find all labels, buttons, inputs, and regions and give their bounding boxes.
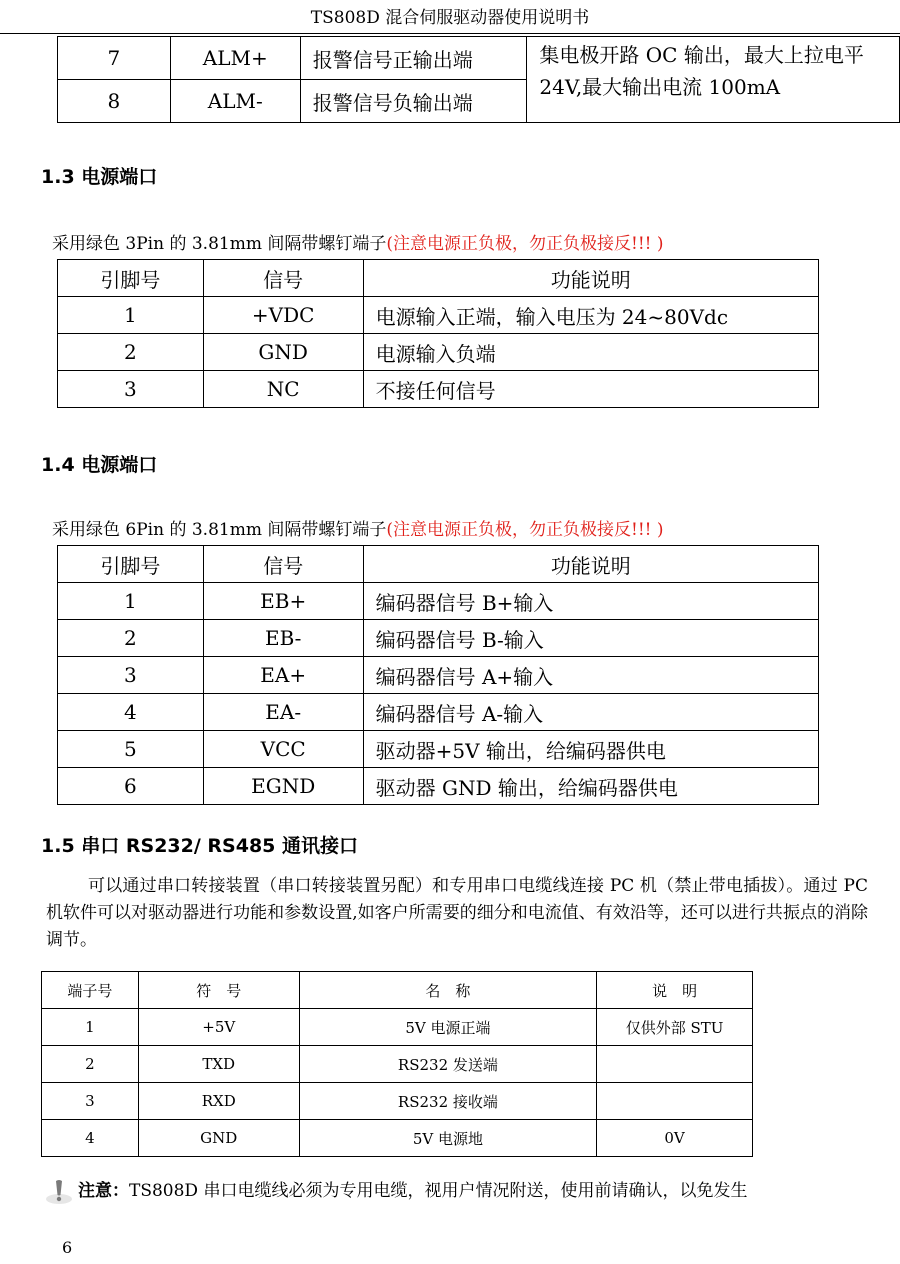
pin-cell: 4 — [58, 694, 204, 731]
header-pin: 引脚号 — [58, 546, 204, 583]
signal-cell: +VDC — [203, 297, 363, 334]
symbol-cell: TXD — [138, 1046, 299, 1083]
function-cell: 编码器信号 A+输入 — [363, 657, 818, 694]
signal-cell: GND — [203, 334, 363, 371]
table-row — [58, 583, 819, 620]
note-cell — [597, 1046, 753, 1083]
symbol-cell: +5V — [138, 1009, 299, 1046]
intro-text: 采用绿色 6Pin 的 3.81mm 间隔带螺钉端子 — [52, 520, 387, 540]
section-intro-1-4 — [52, 515, 664, 540]
header-terminal: 端子号 — [42, 972, 139, 1009]
table-row — [42, 1120, 753, 1157]
pin-cell: 2 — [58, 620, 204, 657]
pin-cell: 6 — [58, 768, 204, 805]
table-row — [42, 1046, 753, 1083]
section-title-1-3: 1.3 电源端口 — [41, 166, 158, 188]
terminal-cell: 2 — [42, 1046, 139, 1083]
signal-cell: EGND — [203, 768, 363, 805]
polarity-warning: (注意电源正负极，勿正负极接反!!! ) — [386, 234, 664, 254]
function-cell: 驱动器 GND 输出，给编码器供电 — [363, 768, 818, 805]
table-row — [58, 620, 819, 657]
pin-cell: 5 — [58, 731, 204, 768]
section-title-1-4: 1.4 电源端口 — [41, 454, 158, 476]
table-row — [58, 768, 819, 805]
table-row — [58, 694, 819, 731]
function-cell: 编码器信号 B+输入 — [363, 583, 818, 620]
header-name: 名 称 — [299, 972, 597, 1009]
table-row — [58, 334, 819, 371]
table-header-row — [42, 972, 753, 1009]
table-row — [42, 1083, 753, 1120]
section-paragraph-1-5: 可以通过串口转接装置（串口转接装置另配）和专用串口电缆线连接 PC 机（禁止带电插拔）。通过 PC 机软件可以对驱动器进行功能和参数设置,如客户所需要的细分和电流值、有效沿等，还可以进行共振点的消除调节。 — [46, 876, 868, 950]
table-row — [58, 657, 819, 694]
function-cell: 电源输入负端 — [363, 334, 818, 371]
intro-text: 采用绿色 3Pin 的 3.81mm 间隔带螺钉端子 — [52, 234, 387, 254]
signal-cell: ALM+ — [170, 37, 300, 80]
section-title-1-5: 1.5 串口 RS232/ RS485 通讯接口 — [41, 835, 359, 857]
pin-cell: 3 — [58, 371, 204, 408]
function-cell: 报警信号负输出端 — [300, 80, 527, 123]
section-intro-1-3 — [52, 229, 664, 254]
terminal-cell: 1 — [42, 1009, 139, 1046]
page-number: 6 — [62, 1238, 73, 1257]
power-port-table-6pin — [57, 545, 819, 805]
power-port-table-3pin — [57, 259, 819, 408]
signal-cell: VCC — [203, 731, 363, 768]
header-note: 说 明 — [597, 972, 753, 1009]
pin-cell: 8 — [58, 80, 171, 123]
note-label: 注意： — [78, 1181, 129, 1201]
terminal-cell: 3 — [42, 1083, 139, 1120]
note-cell — [597, 1083, 753, 1120]
header-function: 功能说明 — [363, 546, 818, 583]
alarm-signal-table — [57, 36, 900, 123]
signal-cell: ALM- — [170, 80, 300, 123]
notice-icon — [44, 1179, 74, 1205]
signal-cell: EA- — [203, 694, 363, 731]
table-header-row — [58, 260, 819, 297]
signal-cell: EB- — [203, 620, 363, 657]
note-text: TS808D 串口电缆线必须为专用电缆，视用户情况附送，使用前请确认，以免发生 — [129, 1181, 748, 1201]
function-cell: 编码器信号 A-输入 — [363, 694, 818, 731]
table-row — [58, 297, 819, 334]
table-row — [58, 371, 819, 408]
function-cell: 驱动器+5V 输出，给编码器供电 — [363, 731, 818, 768]
symbol-cell: RXD — [138, 1083, 299, 1120]
table-row — [58, 731, 819, 768]
note-cell: 仅供外部 STU — [597, 1009, 753, 1046]
header-symbol: 符 号 — [138, 972, 299, 1009]
name-cell: 5V 电源地 — [299, 1120, 597, 1157]
symbol-cell: GND — [138, 1120, 299, 1157]
usage-note — [44, 1178, 874, 1205]
signal-cell: EA+ — [203, 657, 363, 694]
signal-cell: NC — [203, 371, 363, 408]
function-cell: 编码器信号 B-输入 — [363, 620, 818, 657]
pin-cell: 7 — [58, 37, 171, 80]
name-cell: RS232 接收端 — [299, 1083, 597, 1120]
table-header-row — [58, 546, 819, 583]
pin-cell: 1 — [58, 297, 204, 334]
terminal-cell: 4 — [42, 1120, 139, 1157]
header-signal: 信号 — [203, 260, 363, 297]
pin-cell: 1 — [58, 583, 204, 620]
signal-cell: EB+ — [203, 583, 363, 620]
polarity-warning: (注意电源正负极，勿正负极接反!!! ) — [386, 520, 664, 540]
name-cell: 5V 电源正端 — [299, 1009, 597, 1046]
table-row — [58, 37, 900, 80]
note-cell: 0V — [597, 1120, 753, 1157]
name-cell: RS232 发送端 — [299, 1046, 597, 1083]
header-rule — [0, 33, 900, 34]
pin-cell: 2 — [58, 334, 204, 371]
page-header: TS808D 混合伺服驱动器使用说明书 — [310, 8, 590, 28]
table-row — [42, 1009, 753, 1046]
description-cell: 集电极开路 OC 输出，最大上拉电平 24V,最大输出电流 100mA — [527, 37, 900, 123]
function-cell: 电源输入正端，输入电压为 24~80Vdc — [363, 297, 818, 334]
header-pin: 引脚号 — [58, 260, 204, 297]
serial-port-table — [41, 971, 753, 1157]
function-cell: 不接任何信号 — [363, 371, 818, 408]
header-function: 功能说明 — [363, 260, 818, 297]
header-signal: 信号 — [203, 546, 363, 583]
function-cell: 报警信号正输出端 — [300, 37, 527, 80]
pin-cell: 3 — [58, 657, 204, 694]
